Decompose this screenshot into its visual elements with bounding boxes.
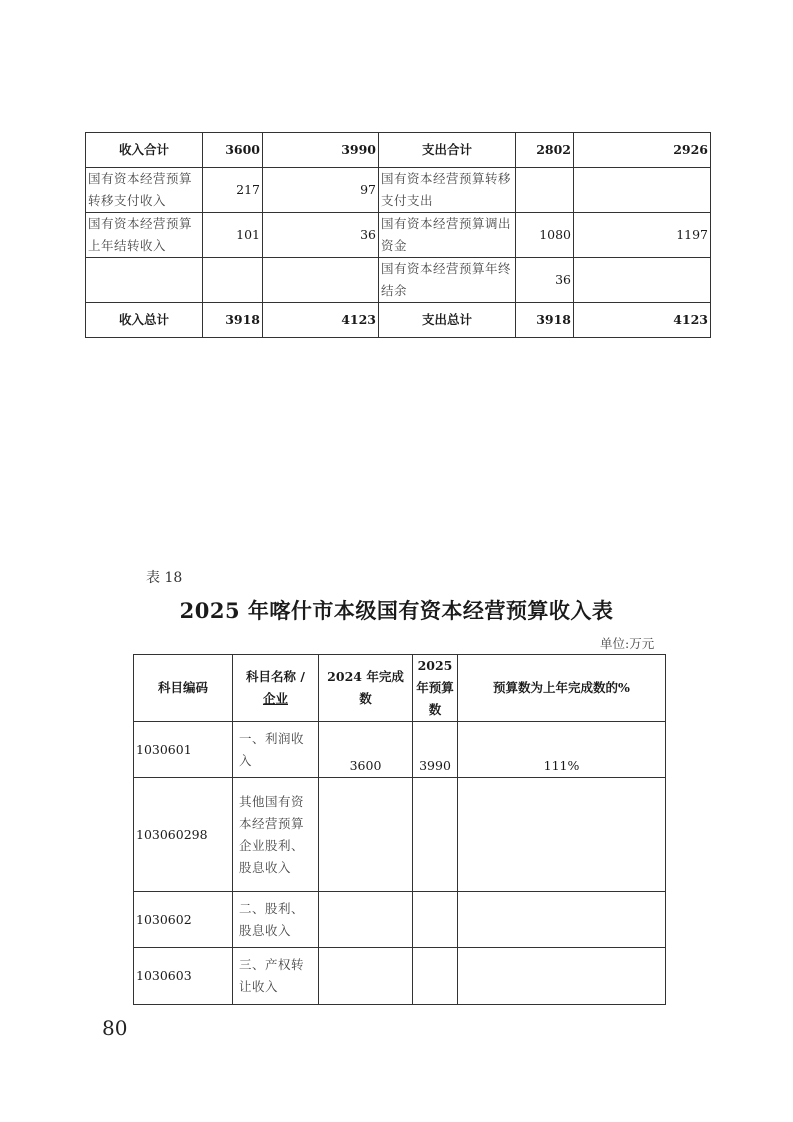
header-name <box>233 655 319 722</box>
table-row <box>86 213 711 258</box>
expense-2025 <box>574 168 711 213</box>
expense-2025: 2926 <box>574 133 711 168</box>
ratio-cell <box>458 778 666 892</box>
income-2024: 101 <box>203 213 263 258</box>
page-number: 80 <box>102 1016 128 1040</box>
header-ratio: 预算数为上年完成数的% <box>458 655 666 722</box>
expense-2024: 1080 <box>516 213 574 258</box>
income-label: 收入合计 <box>86 133 203 168</box>
income-expense-summary-table <box>85 132 711 338</box>
income-2024: 3918 <box>203 303 263 338</box>
code-cell: 1030603 <box>134 948 233 1005</box>
table-row <box>86 168 711 213</box>
code-cell: 1030601 <box>134 722 233 778</box>
expense-label: 国有资本经营预算转移支付支出 <box>379 168 516 213</box>
name-cell: 一、利润收入 <box>233 722 319 778</box>
table-row <box>86 258 711 303</box>
table-caption: 表 18 <box>146 570 183 586</box>
header-code: 科目编码 <box>134 655 233 722</box>
header-name-line2: 企业 <box>262 691 288 706</box>
expense-2025: 1197 <box>574 213 711 258</box>
completed-2024-cell <box>319 778 413 892</box>
code-cell: 1030602 <box>134 892 233 948</box>
expense-2024: 3918 <box>516 303 574 338</box>
income-2024: 217 <box>203 168 263 213</box>
name-cell: 三、产权转让收入 <box>233 948 319 1005</box>
revenue-budget-table <box>133 654 666 1005</box>
expense-2025 <box>574 258 711 303</box>
ratio-cell <box>458 948 666 1005</box>
table-row <box>134 778 666 892</box>
code-cell: 103060298 <box>134 778 233 892</box>
header-row <box>134 655 666 722</box>
income-2025: 97 <box>263 168 379 213</box>
expense-2024: 2802 <box>516 133 574 168</box>
expense-label: 国有资本经营预算年终结余 <box>379 258 516 303</box>
budget-2025-cell <box>413 892 458 948</box>
ratio-cell: 111% <box>458 722 666 778</box>
income-label: 收入总计 <box>86 303 203 338</box>
budget-2025-cell <box>413 778 458 892</box>
expense-2025: 4123 <box>574 303 711 338</box>
income-2024 <box>203 258 263 303</box>
income-2025: 36 <box>263 213 379 258</box>
header-name-line1: 科目名称 / <box>246 669 305 684</box>
income-2025: 3990 <box>263 133 379 168</box>
unit-label: 单位:万元 <box>600 636 655 651</box>
expense-label: 支出总计 <box>379 303 516 338</box>
income-label: 国有资本经营预算转移支付收入 <box>86 168 203 213</box>
table-title: 2025 年喀什市本级国有资本经营预算收入表 <box>179 598 614 623</box>
table-row <box>86 133 711 168</box>
table-row <box>134 722 666 778</box>
completed-2024-cell <box>319 892 413 948</box>
income-2025 <box>263 258 379 303</box>
budget-2025-cell: 3990 <box>413 722 458 778</box>
budget-2025-cell <box>413 948 458 1005</box>
income-label: 国有资本经营预算上年结转收入 <box>86 213 203 258</box>
expense-2024: 36 <box>516 258 574 303</box>
header-completed-2024: 2024 年完成数 <box>319 655 413 722</box>
completed-2024-cell <box>319 948 413 1005</box>
expense-label: 国有资本经营预算调出资金 <box>379 213 516 258</box>
income-2025: 4123 <box>263 303 379 338</box>
income-2024: 3600 <box>203 133 263 168</box>
table-row <box>86 303 711 338</box>
name-cell: 其他国有资本经营预算企业股利、股息收入 <box>233 778 319 892</box>
header-budget-2025: 2025 年预算数 <box>413 655 458 722</box>
table-row <box>134 892 666 948</box>
table-row <box>134 948 666 1005</box>
completed-2024-cell: 3600 <box>319 722 413 778</box>
expense-2024 <box>516 168 574 213</box>
name-cell: 二、股利、股息收入 <box>233 892 319 948</box>
income-label <box>86 258 203 303</box>
ratio-cell <box>458 892 666 948</box>
expense-label: 支出合计 <box>379 133 516 168</box>
